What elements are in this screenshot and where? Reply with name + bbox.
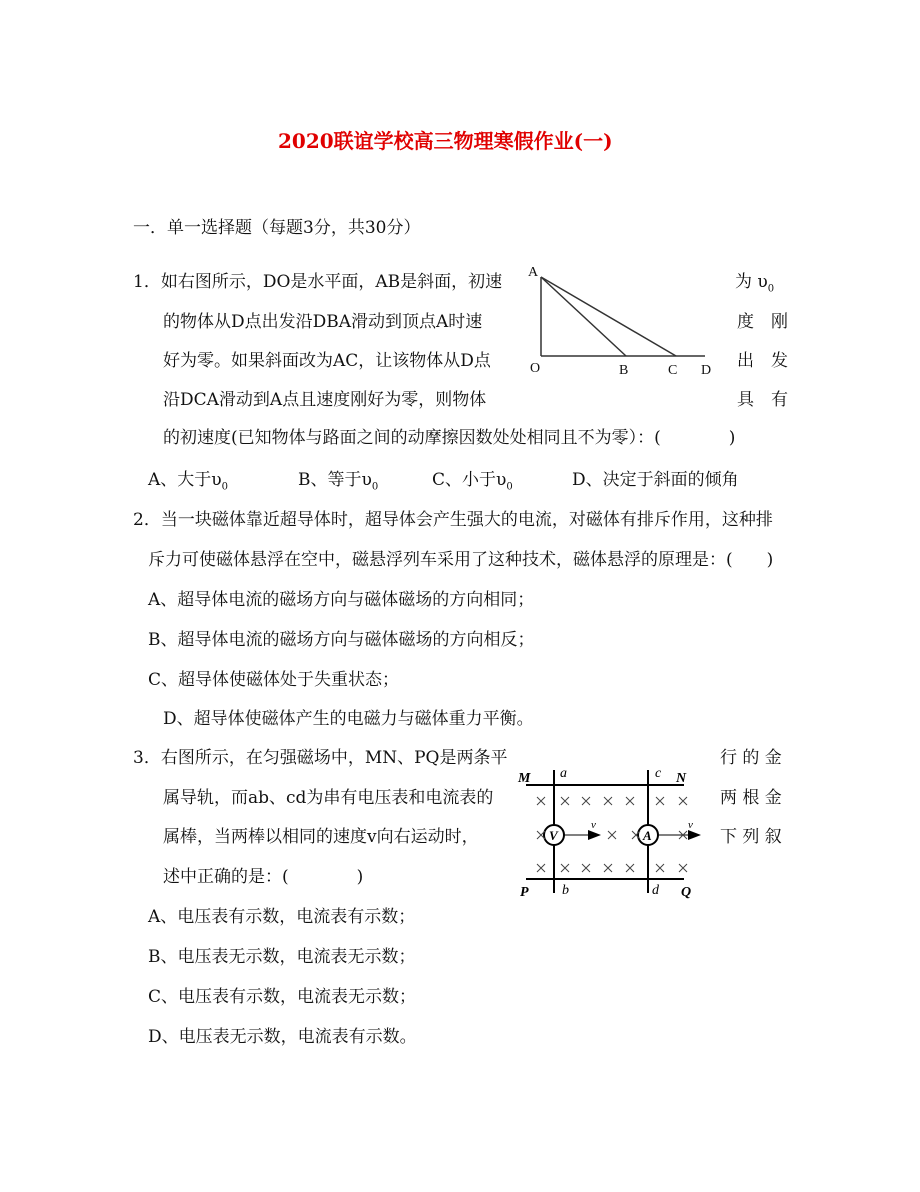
q3-right-line: 下 列 叙 [720,827,782,847]
label-velocity: v [591,819,596,831]
section-heading: 一．单一选择题（每题3分，共30分） [133,218,421,238]
incline-figure [541,277,705,356]
arrow-icon [688,830,701,840]
label-q: Q [681,885,692,900]
arrow-icon [588,830,601,840]
q3-right-line: 两 根 金 [720,788,782,808]
q1-line: 好为零。如果斜面改为AC，让该物体从D点 [163,351,491,371]
label-b: b [562,883,569,898]
cross-icon [656,797,664,805]
q2-option-d: D、超导体使磁体产生的电磁力与磁体重力平衡。 [163,709,534,729]
q3-right-line: 行 的 金 [720,748,782,768]
q3-line: 述中正确的是：( ) [163,867,364,887]
q2-line: 斥力可使磁体悬浮在空中，磁悬浮列车采用了这种技术，磁体悬浮的原理是：( ) [148,550,774,570]
cross-icon [537,864,545,872]
page-title: 2020联谊学校高三物理寒假作业(一) [278,129,613,153]
cross-icon [604,797,612,805]
label-d: D [701,363,712,378]
label-a: a [560,766,567,781]
q1-option-d: D、决定于斜面的倾角 [572,470,739,490]
q1-right-line: 出 发 [737,351,788,371]
subscript: 0 [506,481,513,493]
label-c: C [668,363,678,378]
label-m: M [518,771,531,786]
option-text: C、小于υ [432,470,507,490]
q3-line: 属棒，当两棒以相同的速度v向右运动时， [163,827,479,847]
q3-line: 3．右图所示，在匀强磁场中，MN、PQ是两条平 [133,748,508,768]
q3-option-b: B、电压表无示数，电流表无示数； [148,947,416,967]
q1-right-line: 为 υ [735,272,768,292]
cross-icon [626,864,634,872]
q1-right-line: 度 刚 [737,312,788,332]
label-o: O [530,361,541,376]
subscript: 0 [221,481,228,493]
label-b: B [619,363,629,378]
q1-right-line: 具 有 [737,390,788,410]
q1-line: 1．如右图所示，DO是水平面，AB是斜面，初速 [133,272,503,292]
cross-icon [608,831,616,839]
label-velocity: v [688,819,693,831]
label-a: A [528,265,539,280]
cross-icon [561,797,569,805]
q3-option-d: D、电压表无示数，电流表有示数。 [148,1027,417,1047]
q1-line: 的初速度(已知物体与路面之间的动摩擦因数处处相同且不为零）：( ) [163,428,736,448]
cross-icon [537,797,545,805]
label-voltmeter: V [549,828,558,843]
cross-icon [582,797,590,805]
label-d: d [652,883,659,898]
cross-icon [604,864,612,872]
cross-icon [656,864,664,872]
cross-icon [561,864,569,872]
label-c: c [655,766,662,781]
q3-line: 属导轨，而ab、cd为串有电压表和电流表的 [163,788,494,808]
label-ammeter: A [643,828,652,843]
subscript: 0 [767,283,775,295]
q1-line: 沿DCA滑动到A点且速度刚好为零，则物体 [163,390,487,410]
q2-option-a: A、超导体电流的磁场方向与磁体磁场的方向相同； [148,590,535,610]
q3-option-c: C、电压表有示数，电流表无示数； [148,987,417,1007]
option-text: A、大于υ [148,470,222,490]
label-p: P [520,885,529,900]
q2-option-b: B、超导体电流的磁场方向与磁体磁场的方向相反； [148,630,535,650]
q3-option-a: A、电压表有示数，电流表有示数； [148,907,416,927]
q2-option-c: C、超导体使磁体处于失重状态； [148,670,400,690]
cross-icon [679,864,687,872]
option-text: B、等于υ [298,470,372,490]
cross-icon [582,864,590,872]
q1-line: 的物体从D点出发沿DBA滑动到顶点A时速 [163,312,483,332]
cross-icon [679,797,687,805]
cross-icon [626,797,634,805]
label-n: N [676,771,687,786]
q2-line: 2．当一块磁体靠近超导体时，超导体会产生强大的电流，对磁体有排斥作用，这种排 [133,510,773,530]
subscript: 0 [371,481,379,493]
